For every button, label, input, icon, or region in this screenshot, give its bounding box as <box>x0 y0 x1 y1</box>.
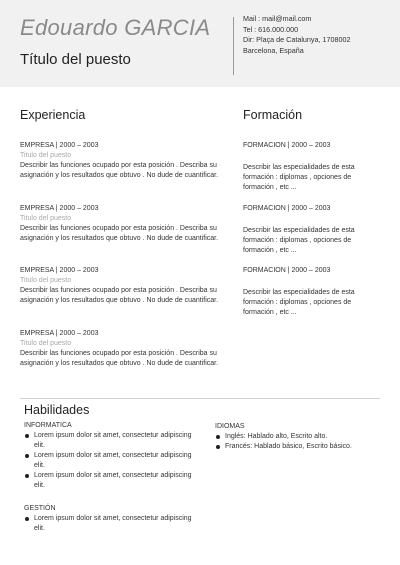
education-item <box>243 204 368 256</box>
skills-informatica <box>24 421 204 491</box>
skill-item: Lorem ipsum dolor sit amet, consectetur adipiscing elit. <box>24 451 204 471</box>
education-item <box>243 266 368 318</box>
education-item <box>243 141 368 193</box>
skills-title: Habilidades <box>24 403 90 417</box>
skill-item: Lorem ipsum dolor sit amet, consectetur adipiscing elit. <box>24 514 204 534</box>
skill-category-label: GESTIÓN <box>24 505 56 512</box>
language-item: Francés: Hablado básico, Escrito básico. <box>215 442 390 452</box>
experience-description: Describir las funciones ocupado por esta posición . Describa su asignación y los resultados que obtuvo . No dude de cuantificar. <box>20 287 219 304</box>
header-divider <box>233 17 234 75</box>
skills-gestion <box>24 504 204 534</box>
experience-description: Describir las funciones ocupado por esta posición . Describa su asignación y los resultados que obtuvo . No dude de cuantificar. <box>20 162 219 179</box>
experience-title: Experiencia <box>20 108 86 122</box>
experience-item <box>20 266 225 306</box>
education-description: Describir las especialidades de esta formación : diplomas , opciones de formación , etc ... <box>243 289 355 316</box>
skill-category-label: INFORMATICA <box>24 422 72 429</box>
skill-item: Lorem ipsum dolor sit amet, consectetur adipiscing elit. <box>24 471 204 491</box>
skill-category-label: IDIOMAS <box>215 423 245 430</box>
contact-tel: Tel : 616.000.000 <box>243 24 299 34</box>
experience-company: EMPRESA | 2000 – 2003 <box>20 330 99 337</box>
education-title: Formación <box>243 108 303 122</box>
skills-idiomas <box>215 422 390 452</box>
education-school: FORMACION | 2000 – 2003 <box>243 142 331 149</box>
contact-city: Barcelona, España <box>243 45 304 55</box>
candidate-name: Edouardo GARCIA <box>20 15 211 40</box>
contact-mail: Mail : mail@mail.com <box>243 14 312 23</box>
experience-description: Describir las funciones ocupado por esta posición . Describa su asignación y los resultados que obtuvo . No dude de cuantificar. <box>20 225 219 242</box>
section-divider <box>20 398 380 399</box>
contact-block <box>243 14 350 56</box>
experience-item <box>20 204 225 244</box>
experience-item <box>20 329 225 369</box>
education-description: Describir las especialidades de esta formación : diplomas , opciones de formación , etc ... <box>243 164 355 191</box>
experience-company: EMPRESA | 2000 – 2003 <box>20 267 99 274</box>
experience-description: Describir las funciones ocupado por esta posición . Describa su asignación y los resultados que obtuvo . No dude de cuantificar. <box>20 350 219 367</box>
experience-position: Titulo del puesto <box>20 215 72 222</box>
education-school: FORMACION | 2000 – 2003 <box>243 205 331 212</box>
experience-item <box>20 141 225 181</box>
experience-position: Titulo del puesto <box>20 152 72 159</box>
experience-company: EMPRESA | 2000 – 2003 <box>20 205 99 212</box>
job-title: Título del puesto <box>20 51 131 68</box>
skill-item: Lorem ipsum dolor sit amet, consectetur adipiscing elit. <box>24 431 204 451</box>
education-description: Describir las especialidades de esta formación : diplomas , opciones de formación , etc ... <box>243 227 355 254</box>
experience-position: Titulo del puesto <box>20 277 72 284</box>
education-school: FORMACION | 2000 – 2003 <box>243 267 331 274</box>
contact-address: Dir: Plaça de Catalunya, 1708002 <box>243 35 351 45</box>
experience-company: EMPRESA | 2000 – 2003 <box>20 142 99 149</box>
language-item: Inglés: Hablado alto, Escrito alto. <box>215 432 390 442</box>
experience-position: Titulo del puesto <box>20 340 72 347</box>
